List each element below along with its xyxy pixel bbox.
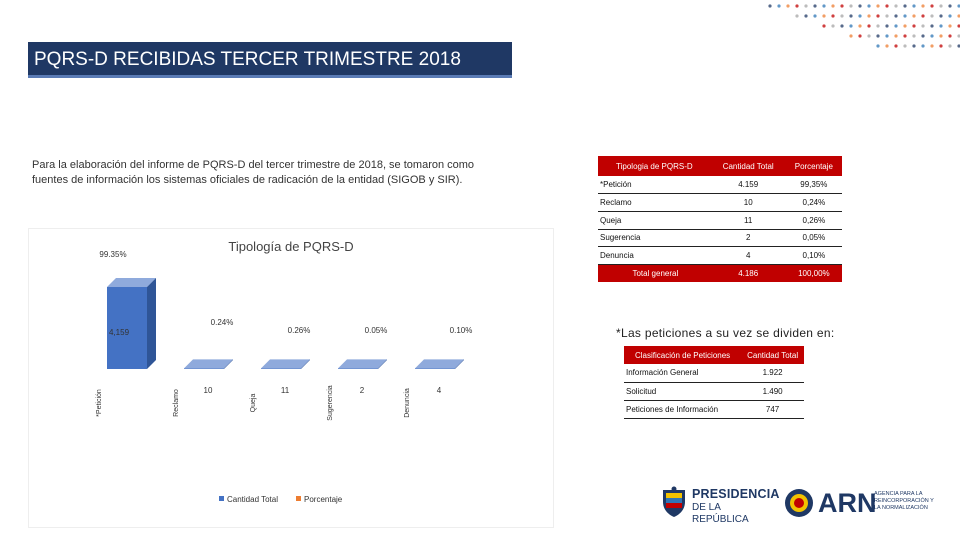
- decoration-dot: [930, 14, 933, 17]
- presidencia-line1: PRESIDENCIA: [692, 487, 780, 501]
- decoration-dot: [804, 14, 807, 17]
- col-header-clasificacion: Clasificación de Peticiones: [624, 346, 741, 364]
- table-cell: 100,00%: [786, 264, 842, 282]
- decoration-dot: [912, 14, 915, 17]
- decoration-dot: [921, 24, 924, 27]
- peticiones-note: *Las peticiones a su vez se dividen en:: [616, 326, 835, 340]
- x-tick-label: Sugerencia: [327, 385, 334, 421]
- arn-fullname: AGENCIA PARA LA REINCORPORACIÓN Y LA NORMALIZACIÓN: [874, 491, 934, 511]
- decoration-dot: [822, 14, 825, 17]
- decoration-dot: [912, 34, 915, 37]
- decoration-dot: [903, 44, 906, 47]
- decoration-dot: [858, 4, 861, 7]
- table-header-row: [624, 346, 804, 364]
- table-cell: 1.922: [741, 364, 804, 382]
- legend-swatch-cantidad: [219, 496, 224, 501]
- data-label-cantidad: 4: [436, 386, 442, 395]
- arn-emblem-icon: [784, 488, 814, 518]
- decoration-dot: [795, 4, 798, 7]
- table-row: [598, 247, 842, 265]
- x-tick-label: Queja: [250, 393, 257, 413]
- decoration-dot: [921, 4, 924, 7]
- table-cell: Información General: [624, 364, 741, 382]
- coat-of-arms-icon: [660, 486, 688, 518]
- x-tick-label: *Petición: [96, 389, 103, 417]
- decoration-dot: [849, 24, 852, 27]
- table-row: [624, 364, 804, 382]
- table-row: [598, 176, 842, 194]
- decoration-dot: [894, 24, 897, 27]
- decoration-dot: [912, 4, 915, 7]
- decoration-dot: [876, 44, 879, 47]
- decoration-dot: [867, 14, 870, 17]
- page-title: PQRS-D RECIBIDAS TERCER TRIMESTRE 2018: [28, 42, 512, 78]
- decoration-dot: [948, 24, 951, 27]
- decoration-dot: [921, 34, 924, 37]
- table-cell: 10: [711, 194, 786, 212]
- decoration-dot: [849, 14, 852, 17]
- decoration-dot: [849, 34, 852, 37]
- decoration-dot: [867, 34, 870, 37]
- decoration-dot: [930, 4, 933, 7]
- data-label-porcentaje: 0.10%: [449, 326, 473, 335]
- decoration-dot: [894, 44, 897, 47]
- table-cell: 747: [741, 400, 804, 418]
- decoration-dot: [912, 24, 915, 27]
- decoration-dot: [831, 4, 834, 7]
- decoration-dot: [921, 44, 924, 47]
- bar-cantidad-total: [184, 368, 224, 369]
- decoration-dot: [894, 4, 897, 7]
- decoration-dot: [777, 4, 780, 7]
- table-cell: 0,24%: [786, 194, 842, 212]
- decoration-dot: [858, 14, 861, 17]
- decoration-dot: [768, 4, 771, 7]
- decoration-dot: [813, 4, 816, 7]
- decoration-dot: [948, 44, 951, 47]
- data-label-porcentaje: 99.35%: [99, 250, 127, 259]
- decoration-dot: [876, 14, 879, 17]
- decoration-dot: [804, 4, 807, 7]
- decoration-dot: [858, 24, 861, 27]
- decoration-dot: [795, 14, 798, 17]
- decoration-dot: [894, 14, 897, 17]
- peticiones-table: [624, 346, 804, 419]
- decoration-dot: [876, 34, 879, 37]
- decoration-dot: [885, 24, 888, 27]
- decoration-dot: [903, 14, 906, 17]
- table-cell: Reclamo: [598, 194, 711, 212]
- table-cell: Peticiones de Información: [624, 400, 741, 418]
- arn-wordmark: ARN: [818, 488, 877, 518]
- decoration-dot: [867, 4, 870, 7]
- col-header-porcentaje: Porcentaje: [786, 156, 842, 176]
- table-row: [598, 211, 842, 229]
- table-total-row: [598, 264, 842, 282]
- table-cell: Total general: [598, 264, 711, 282]
- col-header-cantidad: Cantidad Total: [711, 156, 786, 176]
- decoration-dot: [885, 4, 888, 7]
- decoration-dot: [867, 24, 870, 27]
- decoration-dot: [885, 34, 888, 37]
- table-row: [598, 194, 842, 212]
- decoration-dot: [858, 34, 861, 37]
- bar-cantidad-total: [338, 368, 378, 369]
- table-cell: Denuncia: [598, 247, 711, 265]
- table-cell: 4: [711, 247, 786, 265]
- table-cell: 0,05%: [786, 229, 842, 247]
- table-cell: 4.159: [711, 176, 786, 194]
- legend-label-cantidad: Cantidad Total: [227, 495, 278, 504]
- decoration-dot: [948, 4, 951, 7]
- decoration-dot: [876, 4, 879, 7]
- data-label-cantidad: 11: [280, 386, 290, 395]
- decoration-dot: [930, 24, 933, 27]
- decoration-dot: [840, 4, 843, 7]
- data-label-cantidad: 10: [203, 386, 213, 395]
- table-cell: 0,26%: [786, 211, 842, 229]
- decoration-dot: [831, 24, 834, 27]
- decoration-dot: [876, 24, 879, 27]
- bar-side-face: [147, 278, 156, 369]
- col-header-cantidad: Cantidad Total: [741, 346, 804, 364]
- table-cell: 1.490: [741, 382, 804, 400]
- data-label-porcentaje: 0.24%: [210, 318, 234, 327]
- legend-swatch-porcentaje: [296, 496, 301, 501]
- chart-canvas: [29, 229, 555, 529]
- decoration-dot: [939, 14, 942, 17]
- bar-chart: [28, 228, 554, 528]
- table-cell: *Petición: [598, 176, 711, 194]
- decoration-dot: [930, 34, 933, 37]
- decoration-dot: [939, 44, 942, 47]
- table-cell: Sugerencia: [598, 229, 711, 247]
- table-row: [624, 382, 804, 400]
- decoration-dot: [885, 44, 888, 47]
- arn-logo: [784, 486, 934, 520]
- x-tick-label: Reclamo: [173, 389, 180, 417]
- decoration-dot: [912, 44, 915, 47]
- decoration-dot: [939, 34, 942, 37]
- dot-pattern-decoration: [760, 0, 960, 60]
- intro-paragraph: Para la elaboración del informe de PQRS-D del tercer trimestre de 2018, se tomaron como fuentes de información los sistemas oficiales de radicación de la entidad (SIGOB y SIR).: [32, 159, 475, 186]
- decoration-dot: [939, 4, 942, 7]
- decoration-dot: [894, 34, 897, 37]
- decoration-dot: [921, 14, 924, 17]
- decoration-dot: [813, 14, 816, 17]
- decoration-dot: [948, 34, 951, 37]
- table-cell: Solicitud: [624, 382, 741, 400]
- table-cell: 0,10%: [786, 247, 842, 265]
- data-label-cantidad: 2: [359, 386, 365, 395]
- decoration-dot: [840, 14, 843, 17]
- decoration-dot: [822, 24, 825, 27]
- bar-cantidad-total: [415, 368, 455, 369]
- decoration-dot: [903, 24, 906, 27]
- decoration-dot: [930, 44, 933, 47]
- table-cell: 11: [711, 211, 786, 229]
- decoration-dot: [849, 4, 852, 7]
- table-row: [598, 229, 842, 247]
- data-label-porcentaje: 0.05%: [364, 326, 388, 335]
- legend-label-porcentaje: Porcentaje: [304, 495, 343, 504]
- data-label-cantidad: 4,159: [109, 328, 130, 337]
- decoration-dot: [903, 34, 906, 37]
- decoration-dot: [885, 14, 888, 17]
- decoration-dot: [840, 24, 843, 27]
- presidencia-line2: DE LA REPÚBLICA: [692, 502, 749, 525]
- presidencia-logo: [660, 486, 780, 525]
- data-label-porcentaje: 0.26%: [287, 326, 311, 335]
- table-header-row: [598, 156, 842, 176]
- table-cell: 4.186: [711, 264, 786, 282]
- col-header-tipologia: Tipologia de PQRS-D: [598, 156, 711, 176]
- decoration-dot: [831, 14, 834, 17]
- decoration-dot: [903, 4, 906, 7]
- table-cell: 99,35%: [786, 176, 842, 194]
- decoration-dot: [939, 24, 942, 27]
- table-row: [624, 400, 804, 418]
- decoration-dot: [786, 4, 789, 7]
- bar-cantidad-total: [261, 368, 301, 369]
- decoration-dot: [948, 14, 951, 17]
- decoration-dot: [822, 4, 825, 7]
- x-tick-label: Denuncia: [404, 388, 411, 418]
- tipologia-table: [598, 156, 842, 282]
- chart-title: Tipología de PQRS-D: [228, 239, 354, 254]
- table-cell: 2: [711, 229, 786, 247]
- table-cell: Queja: [598, 211, 711, 229]
